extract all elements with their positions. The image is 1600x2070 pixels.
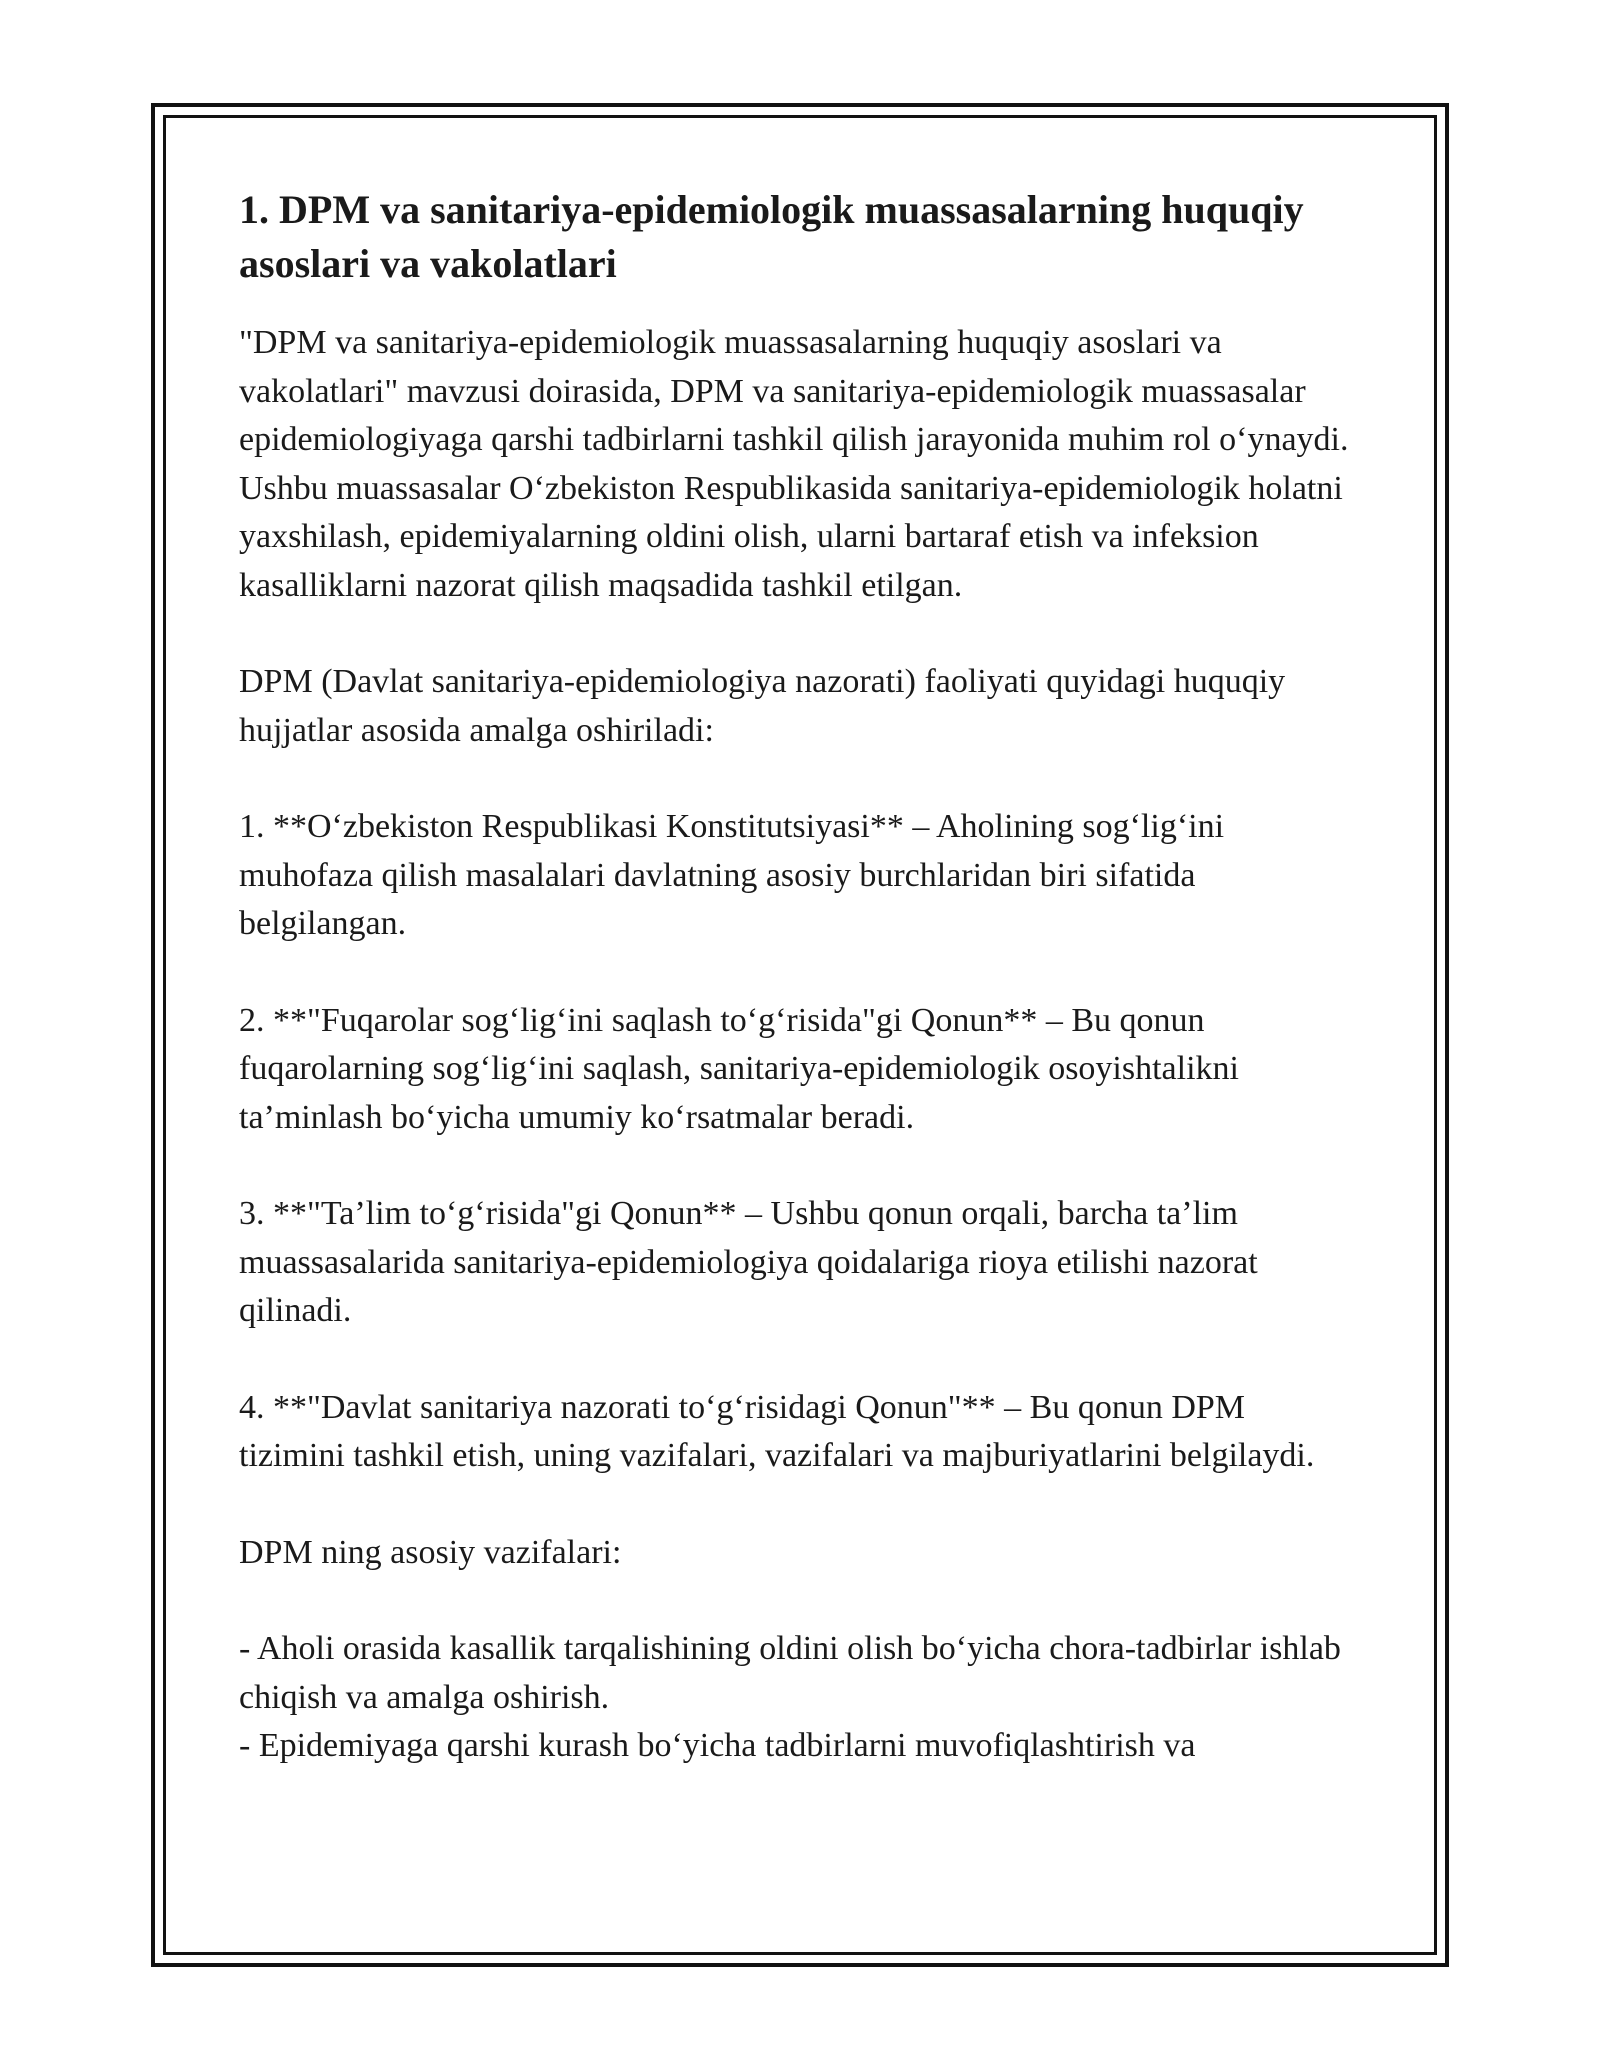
list-item-health-law: 2. **"Fuqarolar sog‘lig‘ini saqlash to‘g‘risida"gi Qonun** – Bu qonun fuqarolarning sog‘lig‘ini saqlash, sanitariya-epidemiologik osoyishtalikni ta’minlash bo‘yicha umumiy ko‘rsatmalar beradi. [239,1001,1239,1136]
page-border-outer [151,103,1449,1967]
paragraph-tasks-heading: DPM ning asosiy vazifalari: [239,1533,622,1571]
list-item-sanitary-law: 4. **"Davlat sanitariya nazorati to‘g‘risidagi Qonun"** – Bu qonun DPM tizimini tashkil etish, uning vazifalari, vazifalari va majburiyatlarini belgilaydi. [239,1388,1315,1474]
paragraph-intro: "DPM va sanitariya-epidemiologik muassasalarning huquqiy asoslari va vakolatlari" mavzusi doirasida, DPM va sanitariya-epidemiologik muassasalar epidemiologiyaga qarshi tadbirlarni tashkil qilish jarayonida muhim rol o‘ynaydi. Ushbu muassasalar O‘zbekiston Respublikasida sanitariya-epidemiologik holatni yaxshilash, epidemiyalarning oldini olish, ularni bartaraf etish va infeksion kasalliklarni nazorat qilish maqsadida tashkil etilgan. [239,324,1349,604]
list-item-education-law: 3. **"Ta’lim to‘g‘risida"gi Qonun** – Ushbu qonun orqali, barcha ta’lim muassasalarida sanitariya-epidemiologiya qoidalariga rioya etilishi nazorat qilinadi. [239,1195,1258,1329]
document-body [239,183,1359,1771]
list-item-constitution: 1. **O‘zbekiston Respublikasi Konstitutsiyasi** – Aholining sog‘lig‘ini muhofaza qilish masalalari davlatning asosiy burchlaridan biri sifatida belgilangan. [239,808,1225,942]
bullet-item: - Aholi orasida kasallik tarqalishining oldini olish bo‘yicha chora-tadbirlar ishlab chiqish va amalga oshirish. [239,1630,1341,1716]
paragraph-legal-basis: DPM (Davlat sanitariya-epidemiologiya nazorati) faoliyati quyidagi huquqiy hujjatlar asosida amalga oshiriladi: [239,663,1286,749]
bullet-item: - Epidemiyaga qarshi kurash bo‘yicha tadbirlarni muvofiqlashtirish va [239,1727,1196,1764]
page-title: 1. DPM va sanitariya-epidemiologik muassasalarning huquqiy asoslari va vakolatlari [239,187,1304,286]
